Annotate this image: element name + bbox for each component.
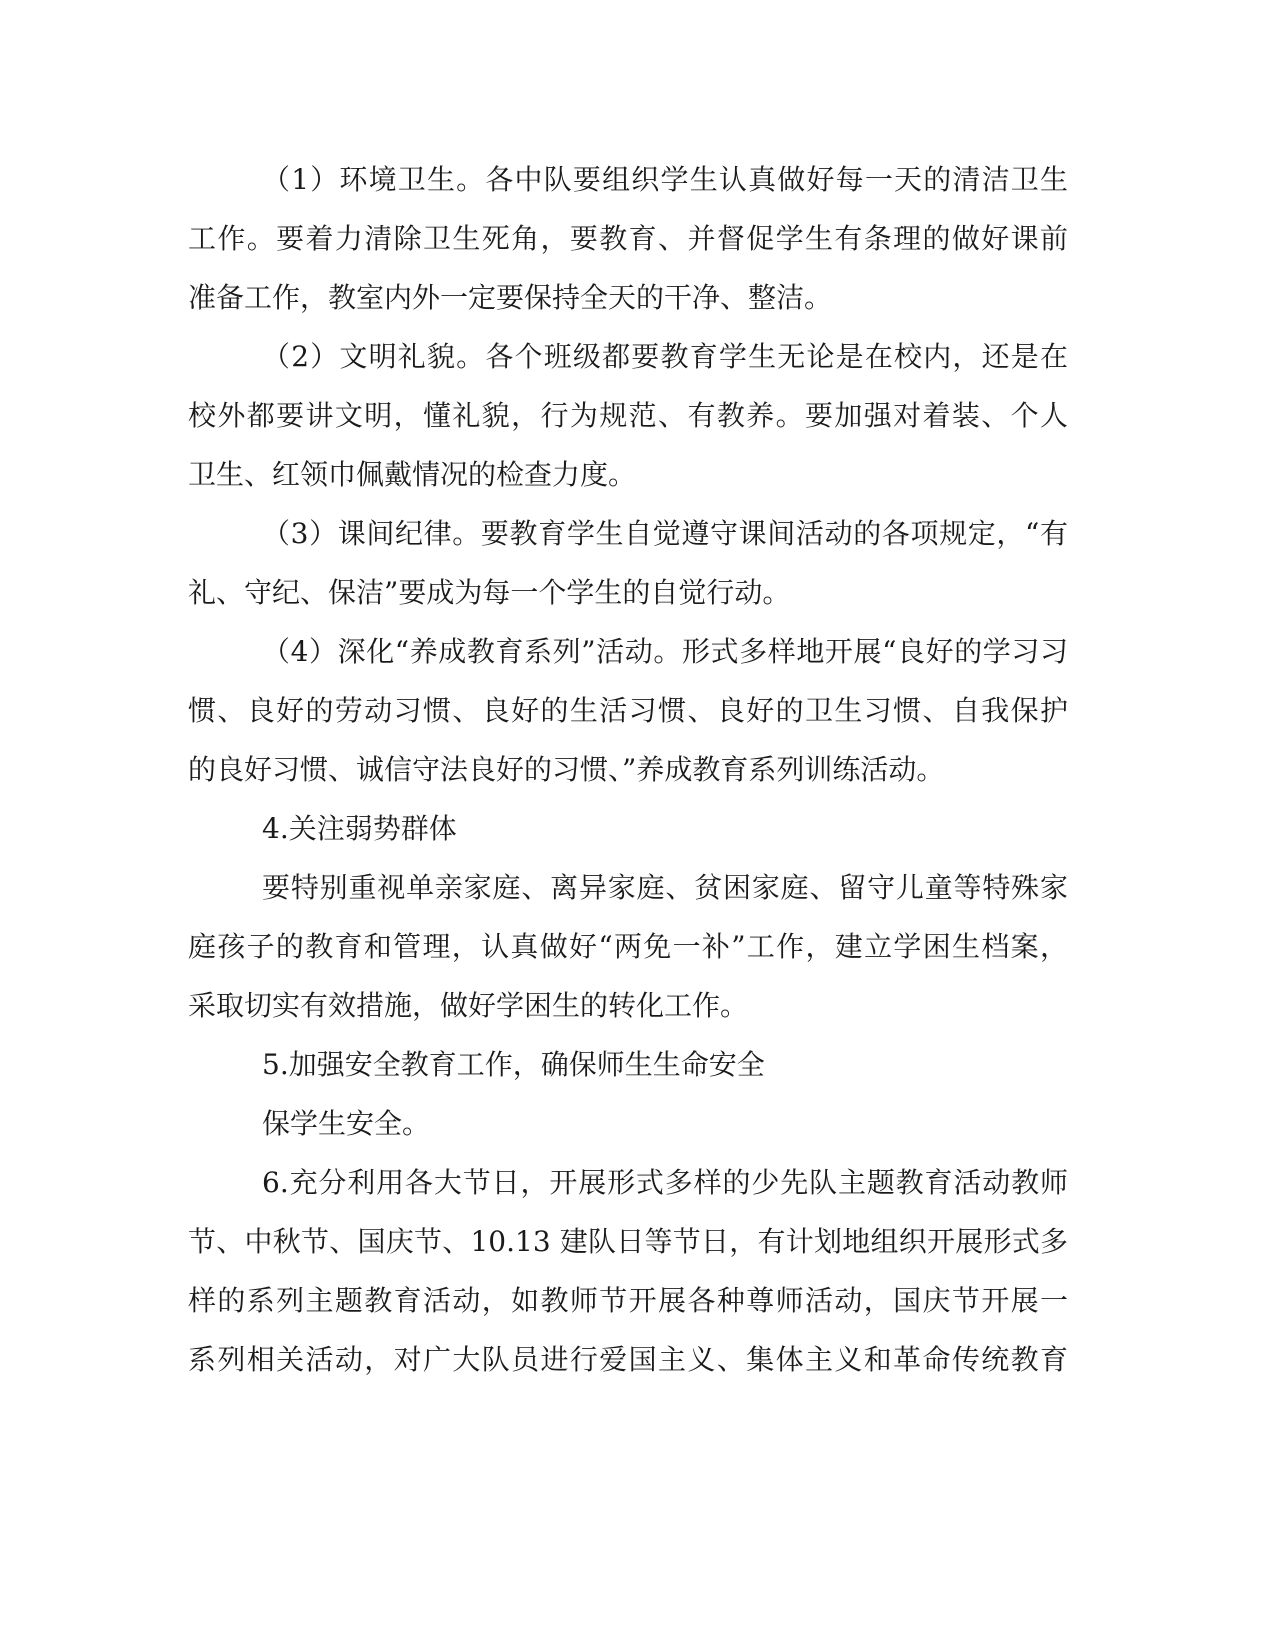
- paragraph-5-line-2: 庭孩子的教育和管理，认真做好“两免一补”工作，建立学困生档案，: [188, 930, 1068, 963]
- paragraph-1-line-2: 工作。要着力清除卫生死角，要教育、并督促学生有条理的做好课前: [188, 222, 1068, 255]
- paragraph-5-line-3: 采取切实有效措施，做好学困生的转化工作。: [188, 989, 749, 1022]
- paragraph-2-line-2: 校外都要讲文明，懂礼貌，行为规范、有教养。要加强对着装、个人: [188, 399, 1068, 432]
- paragraph-3-line-1: （3）课间纪律。要教育学生自觉遵守课间活动的各项规定，“有: [262, 517, 1068, 550]
- paragraph-1-line-3: 准备工作，教室内外一定要保持全天的干净、整洁。: [188, 281, 833, 314]
- paragraph-7-line-1: 6.充分利用各大节日，开展形式多样的少先队主题教育活动教师: [262, 1166, 1068, 1199]
- paragraph-4-line-3: 的良好习惯、诚信守法良好的习惯、”养成教育系列训练活动。: [188, 753, 945, 786]
- paragraph-7-line-4: 系列相关活动，对广大队员进行爱国主义、集体主义和革命传统教育: [188, 1343, 1068, 1376]
- paragraph-4-line-2: 惯、良好的劳动习惯、良好的生活习惯、良好的卫生习惯、自我保护: [188, 694, 1068, 727]
- paragraph-6-line-1: 保学生安全。: [262, 1107, 431, 1140]
- paragraph-5-line-1: 要特别重视单亲家庭、离异家庭、贫困家庭、留守儿童等特殊家: [262, 871, 1068, 904]
- paragraph-2-line-3: 卫生、红领巾佩戴情况的检查力度。: [188, 458, 637, 491]
- section-heading-5: 5.加强安全教育工作，确保师生生命安全: [262, 1048, 765, 1081]
- paragraph-7-line-2: 节、中秋节、国庆节、10.13 建队日等节日，有计划地组织开展形式多: [188, 1225, 1068, 1258]
- paragraph-1-line-1: （1）环境卫生。各中队要组织学生认真做好每一天的清洁卫生: [262, 163, 1068, 196]
- paragraph-4-line-1: （4）深化“养成教育系列”活动。形式多样地开展“良好的学习习: [262, 635, 1068, 668]
- section-heading-4: 4.关注弱势群体: [262, 812, 457, 845]
- paragraph-2-line-1: （2）文明礼貌。各个班级都要教育学生无论是在校内，还是在: [262, 340, 1068, 373]
- paragraph-3-line-2: 礼、守纪、保洁”要成为每一个学生的自觉行动。: [188, 576, 791, 609]
- paragraph-7-line-3: 样的系列主题教育活动，如教师节开展各种尊师活动，国庆节开展一: [188, 1284, 1068, 1317]
